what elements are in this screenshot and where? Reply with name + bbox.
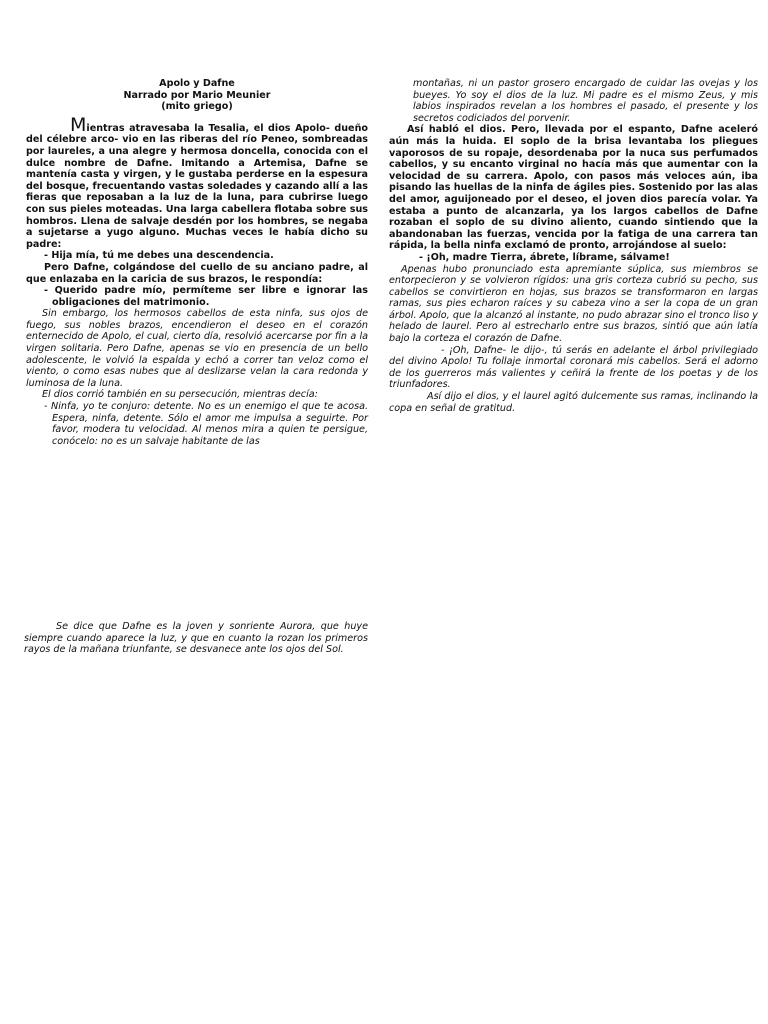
paragraph-flight: Así habló el dios. Pero, llevada por el espanto, Dafne aceleró aún más la huida. El soplo de la brisa levantaba los pliegues vaporosos de su ropaje, desordenaba por la nuca sus perfumados cabellos, y su encanto virginal no hacía más que aumentar con la velocidad de su carrera. Apolo, con pasos más veloces aún, iba pisando las huellas de la ninfa de ágiles pies. Sostenido por las alas del amor, aguijoneado por el deseo, el joven dios parecía volar. Ya estaba a punto de alcanzarla, ya los largos cabellos de Dafne rozaban el soplo de su divino aliento, cuando sintiendo que la abandonaban las fuerzas, vencida por la fatiga de una carrera tan rápida, la bella ninfa exclamó de pronto, arrojándose al suelo: [389,124,758,252]
paragraph-pursuit: El dios corrió también en su persecución, mientras decía: [42,389,318,401]
father-speech: - Hija mía, tú me debes una descendencia. [44,250,274,262]
title-line-1: Apolo y Dafne [159,78,235,89]
paragraph-dafne-response: Pero Dafne, colgándose del cuello de su anciano padre, al que enlazaba en la caricia de sus brazos, le respondía: [26,261,368,285]
left-column [26,78,368,447]
apolo-speech-continued: montañas, ni un pastor grosero encargado de cuidar las ovejas y los bueyes. Yo soy el dios de la luz. Mi padre es el mismo Zeus, y mis labios inspirados revelan a los hombres el pasado, el presente y los secretos codiciados del porvenir. [413,78,758,124]
apolo-speech-start: - Ninfa, yo te conjuro: detente. No es un enemigo el que te acosa. Espera, ninfa, detente. Sólo el amor me impulsa a seguirte. Por favor, modera tu velocidad. Al menos mira a quien te persigue, conócelo: no es un salvaje habitante de las [44,401,368,447]
dafne-speech: - Querido padre mío, permíteme ser libre e ignorar las obligaciones del matrimonio. [44,285,368,308]
paragraph-apolo-desire: Sin embargo, los hermosos cabellos de esta ninfa, sus ojos de fuego, sus nobles brazos, encendieron el deseo en el corazón enternecido de Apolo, el cual, cierto día, resolvió acercarse por fin a la virgen solitaria. Pero Dafne, apenas se vio en presencia de un bello adolescente, le volvió la espalda y echó a correr tan veloz como el viento, o como esas nubes que al deslizarse velan la cara redonda y luminosa de la luna. [26,308,368,389]
paragraph-ending: Así dijo el dios, y el laurel agitó dulcemente sus ramas, inclinando la copa en señal de gratitud. [389,391,758,414]
title-line-3: (mito griego) [161,101,233,113]
apolo-laurel-speech: - ¡Oh, Dafne- le dijo-, tú serás en adelante el árbol privilegiado del divino Apolo! Tu follaje inmortal coronará mis cabellos. Será el adorno de los guerreros más valientes y ceñirá la frente de los poetas y de los triunfadores. [389,344,758,391]
paragraph-opening-text: ientras atravesaba la Tesalia, el dios Apolo- dueño del célebre arco- vio en las riberas del río Peneo, sombreadas por laureles, a una alegre y hermosa doncella, conocida con el dulce nombre de Dafne. Imitando a Artemisa, Dafne se mantenía casta y virgen, y le gustaba perderse en la espesura del bosque, frecuentando vastas soledades y cazando allí a las fieras que reposaban a la luz de la luna, para cubrirse luego con sus pieles moteadas. Una larga cabellera flotaba sobre sus hombros. Llena de salvaje desdén por los hombres, se negaba a sujetarse a yugo alguno. Muchas veces le había dicho su padre: [26,122,368,250]
drop-cap: M [70,113,87,136]
right-column [389,78,758,414]
paragraph-transformation: Apenas hubo pronunciado esta apremiante súplica, sus miembros se entorpecieron y se volvieron rígidos: una gris corteza cubrió su pecho, sus cabellos se convirtieron en hojas, sus brazos se transformaron en largas ramas, sus pies echaron raíces y su cabeza vino a ser la copa de un gran árbol. Apolo, que la alcanzó al instante, no pudo abrazar sino el tronco liso y helado de laurel. Pero al estrecharlo entre sus brazos, sintió que aún latía bajo la corteza el corazón de Dafne. [389,263,758,345]
footnote: Se dice que Dafne es la joven y sonriente Aurora, que huye siempre cuando aparece la luz, y que en cuanto la rozan los primeros rayos de la mañana triunfante, se desvanece ante los ojos del Sol. [24,621,368,656]
title-line-2: Narrado por Mario Meunier [123,89,271,101]
dafne-plea: - ¡Oh, madre Tierra, ábrete, líbrame, sálvame! [419,251,670,263]
paragraph-opening [26,113,368,251]
